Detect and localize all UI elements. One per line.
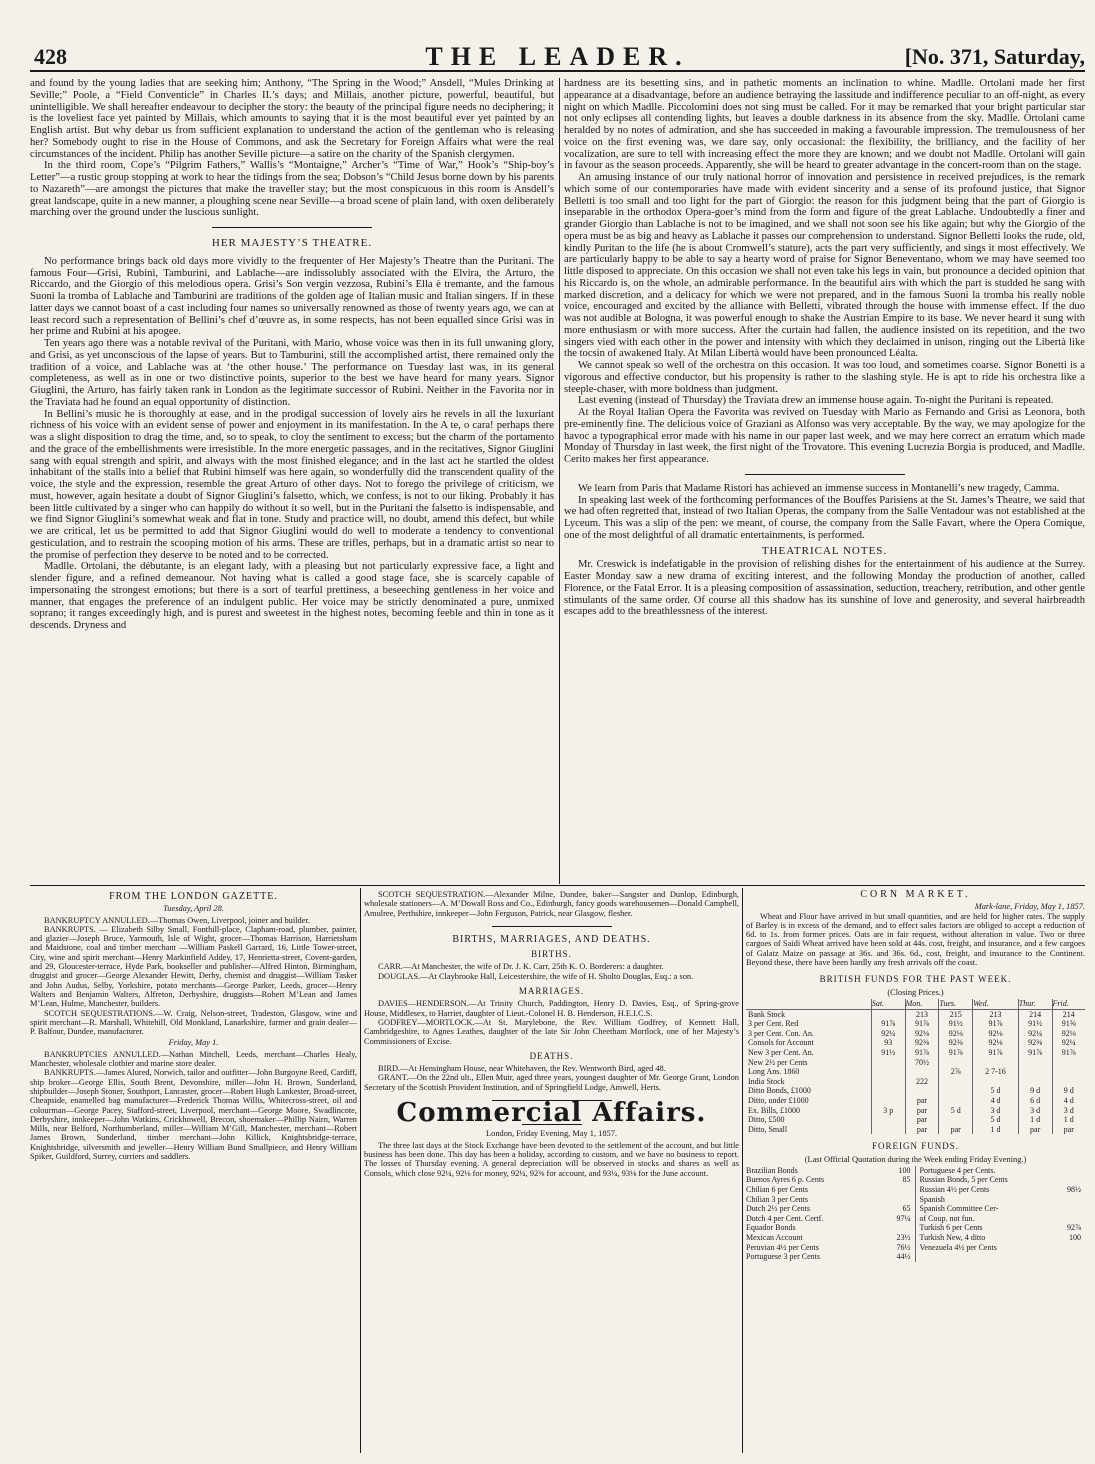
fund-price: 44½ [896, 1252, 911, 1262]
foreign-fund-row [746, 1223, 915, 1233]
table-header-cell: Mon. [905, 999, 939, 1009]
table-cell: 215 [939, 1009, 973, 1019]
table-cell [871, 1077, 905, 1087]
table-cell [1052, 1077, 1085, 1087]
scotch-sequestration: SCOTCH SEQUESTRATION.—Alexander Milne, Dundee, baker—Sangster and Dunlop, Edinburgh, wholesale stationers—A. M’Dowall Ross and Co., Edinburgh, fancy goods warehousemen—Donald Campbell, Amulree, Perthshire, innkeeper—John Ferguson, Patrick, near Glasgow, flesher. [364, 890, 739, 918]
table-cell [871, 1115, 905, 1125]
fund-name: Venezuela 4½ per Cents [919, 1242, 997, 1252]
fund-name: Equador Bonds [746, 1223, 796, 1233]
page-number: 428 [34, 44, 67, 69]
death-notice: GRANT.—On the 22nd ult., Ellen Muir, aged three years, youngest daughter of Mr. George Grant, London Secretary of the Scottish Provident Institution, and of Springfield Lodge, Amwell, Herts. [364, 1073, 739, 1092]
markets-column [746, 890, 1085, 1455]
table-cell: 91⅞ [973, 1019, 1019, 1029]
fund-price: 100 [898, 1165, 911, 1175]
table-cell: 92¼ [1052, 1038, 1085, 1048]
paragraph: We cannot speak so well of the orchestra on this occasion. It was too loud, and sometimes coarse. Signor Bonetti is a vigorous and effective conductor, but his propensity is rather to the slashing style. He is apt to ride his orchestra like a steeple-chaser, with more boldness than judgment. [564, 360, 1085, 395]
table-cell [1052, 1058, 1085, 1068]
fund-price: 98½ [1067, 1185, 1081, 1195]
table-cell: Ditto, under £1000 [748, 1095, 809, 1105]
section-divider [30, 885, 1085, 886]
table-cell [939, 1086, 973, 1096]
table-header-cell: Tues. [939, 999, 973, 1009]
paragraph: hardness are its besetting sins, and in pathetic moments an inclination to whine. Madlle. Ortolani made her first appearance at a disadvantage, before an audience betraying the lassitude and indifference peculiar to an off-night, as every night on which Madlle. Piccolomini does not sing must be called. For it may be remarked that your bright particular star not only eclipses all contending lights, but leaves a double darkness in its absence from the sky. Madlle. Ortolani came heralded by no notes of admiration, and she has succeeded in making a favourable impression. The tremulousness of her voice on the first evening was, we dare say, only occasional: the flexibility, the brilliancy, and the facility of her vocalization, are sure to tell with increasing effect the more they are known; and we doubt not Madlle. Ortolani will gain in favour as the season proceeds. Apparently, she will be heard to greater advantage in the concert-room than on the stage. [564, 78, 1085, 172]
paragraph: Ten years ago there was a notable revival of the Puritani, with Mario, whose voice was then in its full unwaning glory, and Grisi, as yet unconscious of the lapse of years. But to Tamburini, still the accomplished artist, there remained only the tradition of a voice, and Lablache was at ‘the other house.’ The performance on Tuesday last was, in its general completeness, as well as in one or two distinctive points, superior to the best we have heard for many years. Signor Giuglini, the Arturo, has fairly taken rank in London as the legitimate successor of Rubini. Neither in the Favorita nor in the Traviata had he found an equal opportunity of distinction. [30, 338, 554, 408]
table-cell: 91⅞ [871, 1019, 905, 1029]
table-cell: India Stock [748, 1076, 785, 1086]
table-cell: 2⅞ [939, 1067, 973, 1077]
fund-name: Spanish Committee Cer- [919, 1204, 999, 1214]
british-funds-table [746, 999, 1085, 1134]
foreign-fund-row [920, 1233, 1086, 1243]
table-cell: Ex. Bills, £1000 [748, 1105, 801, 1115]
fund-name: Turkish New, 4 ditto [919, 1233, 986, 1243]
table-row [746, 1115, 1085, 1125]
table-cell: par [1052, 1125, 1085, 1135]
marriage-notice: GODFREY—MORTLOCK.—At St. Marylebone, the Rev. William Godfrey, of Kennett Hall, Cambridgeshire, to Agnes Leathes, daughter of the late Sir John Cheetham Mortlock, one of her Majesty’s Commissioners of Excise. [364, 1017, 739, 1046]
table-header-cell: Wed. [973, 999, 1019, 1009]
foreign-fund-row [920, 1175, 1086, 1185]
foreign-funds-subheading: (Last Official Quotation during the Week ending Friday Evening.) [804, 1154, 1027, 1164]
foreign-fund-row [920, 1214, 1086, 1224]
table-cell [871, 1058, 905, 1068]
column-divider [360, 888, 361, 1453]
table-cell: par [1018, 1125, 1052, 1135]
table-cell: 1 d [1018, 1115, 1052, 1125]
gazette-entry: BANKRUPTS. — Elizabeth Silby Small, Fonthill-place, Clapham-road, plumber, painter, and glazier—Joseph Bruce, Yarmouth, Isle of Wight, grocer—Thomas Harrison, Harrietsham and Maidstone, coal and timber merchant —William Paskell Garrard, 16, Little Tower-street, City, wine and spirit merchant—Henry Markinfield Addey, 17, Henrietta-street, Covent-garden, and 29, Gloucester-terrace, Hyde Park, bookseller and publisher—Alfred Hinton, Birmingham, druggist and grocer—George Alexander Hewitt, Derby, chemist and druggist—William Tasker and John Audus, Selby, Yorkshire, potato merchants—George Parker, Leeds, grocer—Henry Walters and Benjamin Walters, Alfreton, Derbyshire, druggists—Robert M’Lean and James M’Lean, Hulme, Manchester, builders. [30, 924, 357, 1009]
table-cell: 5 d [973, 1115, 1019, 1125]
fund-name: Spanish [919, 1194, 945, 1204]
fund-price: 97¼ [896, 1213, 911, 1223]
foreign-fund-row [746, 1185, 915, 1195]
bmd-heading: BIRTHS, MARRIAGES, AND DEATHS. [452, 933, 651, 945]
table-row [746, 1038, 1085, 1048]
table-cell: 91⅞ [905, 1048, 939, 1058]
table-cell: 91⅞ [1018, 1048, 1052, 1058]
table-row [746, 1048, 1085, 1058]
british-funds-subheading: (Closing Prices.) [887, 987, 944, 997]
paragraph: No performance brings back old days more vividly to the frequenter of Her Majesty’s Theatre than the Puritani. The famous Four—Grisi, Rubini, Tamburini, and Lablache—are indissolubly associated with the Elvira, the Arturo, the Riccardo, and the Giorgio of this melodious opera. Grisi’s Son vergin vezzosa, Rubini’s Ella è tremante, and the famous Suoni la tromba of Lablache and Tamburini are traditions of the golden age of Italian music and Italian singers. If in these latter days we cannot boast of a cast including four names so universally renowned as those of twenty years ago, we can at least record such a representation of Bellini’s chef d’œuvre as, in some respects, has not been equalled since Grisi was in her prime and Rubini at his apogee. [30, 255, 554, 338]
fund-name: Buenos Ayres 6 p. Cents [746, 1175, 825, 1185]
table-cell: par [905, 1125, 939, 1135]
paragraph: In speaking last week of the forthcoming performances of the Bouffes Parisiens at the St. James’s Theatre, we said that we had often regretted that, instead of two Italian Operas, the company from the Salle Ventadour was not established at the Lyceum. This was a slip of the pen: we meant, of course, the company from the Salle Favart, where the Opera Comique, one of the most delightful of all dramatic entertainments, is performed. [564, 494, 1085, 541]
foreign-fund-row [746, 1195, 915, 1205]
foreign-fund-row [746, 1204, 915, 1214]
table-cell: 92⅛ [1052, 1029, 1085, 1039]
table-header-cell: Frid. [1052, 999, 1085, 1009]
commercial-report: The three last days at the Stock Exchange have been devoted to the settlement of the account, and but little business has been done. This day has been a holiday, according to custom, and we have no business to report. The losses of Thursday evening. A general depreciation will be observed in stocks and shares as well as Consols, which close 92¼, 92⅛ for money, 92¼, 92⅜ for account, and 93¼, 93⅛ for the June account. [364, 1140, 739, 1178]
table-cell: 92⅜ [939, 1038, 973, 1048]
paragraph: At the Royal Italian Opera the Favorita was revived on Tuesday with Mario as Fernando and Grisi as Leonora, both pre-eminently fine. The delicious voice of Graziani as Alfonso was very acceptable. By the way, we may apologize for the havoc a typographical error made with his name in our paper last week, and we may here correct an erratum which made Monday of Thursday in last week, the first night of the Trovatore. This evening Lucrezia Borgia is produced, and Madlle. Cerito makes her first appearance. [564, 407, 1085, 465]
birth-notice: DOUGLAS.—At Claybrooke Hall, Leicestershire, the wife of H. Sholto Douglas, Esq.: a son. [378, 971, 694, 981]
table-row [746, 1009, 1085, 1019]
table-header-cell: Thur. [1018, 999, 1052, 1009]
table-cell: 92⅛ [939, 1029, 973, 1039]
foreign-fund-row [920, 1166, 1086, 1176]
gazette-date: Tuesday, April 28. [163, 904, 224, 914]
table-row [746, 1125, 1085, 1135]
table-cell: 213 [905, 1009, 939, 1019]
foreign-fund-row [746, 1252, 915, 1262]
table-cell: 1 d [1052, 1115, 1085, 1125]
fund-name: Dutch 4 per Cent. Certf. [746, 1213, 824, 1223]
table-cell: 2 7-16 [973, 1067, 1019, 1077]
table-cell: 92⅛ [905, 1029, 939, 1039]
foreign-fund-row [746, 1175, 915, 1185]
paragraph: Madlle. Ortolani, the débutante, is an elegant lady, with a pleasing but not particularly expressive face, a light and slender figure, and a refined demeanour. Not having what is called a good stage face, she is scarcely capable of impersonating the strongest emotions; but there is a sort of tearful prettiness, a beseeching gentleness in her voice and manner, that engages the preference of an indulgent public. Her voice may be strictly denominated a pure, unmixed soprano; it ranges exceedingly high, and is purest and sweetest in the highest notes, becoming feeble and thin in tone as it descends. Dryness and [30, 561, 554, 631]
table-cell: 3 per Cent. Red [748, 1019, 799, 1029]
table-cell: Ditto Bonds, £1000 [748, 1086, 811, 1096]
fund-price: 23½ [896, 1233, 911, 1243]
table-cell: par [939, 1125, 973, 1135]
table-cell: Long Ans. 1860 [748, 1067, 800, 1077]
table-cell: par [905, 1106, 939, 1116]
table-cell: 92⅛ [973, 1029, 1019, 1039]
table-cell [1018, 1077, 1052, 1087]
table-cell: Ditto, Small [748, 1124, 788, 1134]
fund-price: 92⅞ [1067, 1223, 1081, 1233]
table-header-cell: Sat. [871, 999, 905, 1009]
british-funds-heading: BRITISH FUNDS FOR THE PAST WEEK. [819, 974, 1012, 985]
marriages-heading: MARRIAGES. [518, 986, 585, 997]
foreign-fund-row [746, 1243, 915, 1253]
table-cell: 91⅞ [973, 1048, 1019, 1058]
table-cell: par [905, 1115, 939, 1125]
foreign-funds-heading: FOREIGN FUNDS. [871, 1141, 959, 1152]
fund-name: Chilian 3 per Cents [746, 1194, 808, 1204]
fund-name: Russian 4½ per Cents [919, 1185, 990, 1195]
table-cell: 91⅞ [905, 1019, 939, 1029]
fund-name: Peruvian 4½ per Cents [746, 1242, 819, 1252]
fund-name: Russian Bonds, 5 per Cents [919, 1175, 1008, 1185]
table-cell: 92⅛ [973, 1038, 1019, 1048]
table-cell: 92¼ [1018, 1029, 1052, 1039]
table-cell [871, 1096, 905, 1106]
table-cell [1018, 1058, 1052, 1068]
table-cell [1018, 1067, 1052, 1077]
table-cell [939, 1115, 973, 1125]
table-cell: 91⅞ [1052, 1048, 1085, 1058]
fund-price: 65 [902, 1204, 911, 1214]
table-cell: 91½ [1018, 1019, 1052, 1029]
table-cell: 92⅜ [905, 1038, 939, 1048]
paragraph: We learn from Paris that Madame Ristori has achieved an immense success in Montanelli’s new tragedy, Camma. [578, 482, 1060, 494]
table-cell: 213 [973, 1009, 1019, 1019]
column-top-right [564, 78, 1085, 883]
paragraph: Last evening (instead of Thursday) the Traviata drew an immense house again. To-night the Puritani is repeated. [578, 395, 1054, 407]
gazette-heading: FROM THE LONDON GAZETTE. [109, 892, 278, 902]
section-rule [212, 227, 372, 228]
fund-name: of Coup. not fun. [919, 1213, 975, 1223]
paragraph: In the third room, Cope’s “Pilgrim Fathers,” Wallis’s “Montaigne,” Archer’s “Time of War,” Hook’s “Ship-boy’s Letter”—a rustic group stopping at work to hear the tidings from the sea; Dobson’s “Child Jesus borne down by his parents to Nazareth”—are amongst the pictures that make the traveller stay; but the most conspicuous in this room is Ansdell’s great landscape, quite in a new manner, a ploughing scene near Seville—a broad scene of plain land, with oxen deliberately marching over the ground under the luscious sunlight. [30, 160, 554, 219]
table-cell: 222 [905, 1077, 939, 1087]
commercial-dateline: London, Friday Evening, May 1, 1857. [486, 1129, 617, 1139]
table-cell: 92¼ [871, 1029, 905, 1039]
newspaper-title: THE LEADER. [425, 42, 690, 71]
foreign-fund-row [920, 1223, 1086, 1233]
corn-report: Wheat and Flour have arrived in but small quantities, and are held for higher rates. The supply of Barley is in excess of the demand, and to effect sales factors are obliged to accept a reduction of 6d. to 1s. from former prices. Oats are in fair request, without alteration in value. Two or three cargoes of Saidi Wheat arrived have been sold at 44s. cost, freight, and insurance, and a few cargoes of Galatz Maize on passage at 36s. and 36s. 6d., cost, freight, and insurance to the Continent. Beyond these, there have been hardly any fresh arrivals off the coast. [746, 911, 1085, 968]
section-heading: HER MAJESTY’S THEATRE. [211, 237, 373, 249]
table-header-cell [746, 999, 871, 1009]
table-cell: par [905, 1096, 939, 1106]
foreign-fund-row [746, 1233, 915, 1243]
section-rule [492, 926, 612, 927]
paragraph: Mr. Creswick is indefatigable in the provision of relishing dishes for the entertainment of his audience at the Surrey. Easter Monday saw a new drama of exciting interest, and the following Monday the production of another, called Florence, or the Fatal Error. It is a pleasing composition of assassination, seduction, treachery, retribution, and other gentle stimulants of the same order. Of course all this shadow has its sunshine of love and generosity, and several hairbreadth escapes add to the breathlessness of the interest. [564, 559, 1085, 618]
gazette-date: Friday, May 1. [168, 1038, 219, 1048]
death-notice: BIRD.—At Hensingham House, near Whitehaven, the Rev. Wentworth Bird, aged 48. [378, 1064, 666, 1074]
commercial-affairs-heading: Commercial Affairs. [396, 1098, 707, 1129]
corn-dateline: Mark-lane, Friday, May 1, 1857. [974, 902, 1085, 912]
table-cell: Bank Stock [748, 1009, 786, 1019]
table-cell: Consols for Account [748, 1038, 814, 1048]
fund-price: 76½ [896, 1242, 911, 1252]
table-cell: 6 d [1018, 1096, 1052, 1106]
gazette-entry: BANKRUPTCY ANNULLED.—Thomas Owen, Liverpool, joiner and builder. [44, 915, 310, 925]
fund-name: Dutch 2½ per Cents [746, 1204, 810, 1214]
table-row [746, 1029, 1085, 1039]
section-heading: THEATRICAL NOTES. [761, 544, 888, 557]
table-row [746, 1058, 1085, 1068]
paragraph: An amusing instance of our truly national horror of innovation and persistence in received prejudices, is the remark which some of our contemporaries have made with evident sincerity and a sense of its profound justice, that Signor Belletti is too small and too light for the part of Giorgio: the reason for this judgment being that the part of Giorgio is inseparable in the orthodox Opera-goer’s mind from the form and figure of the great Lablache. Undoubtedly a finer and grander Giorgio than Lablache is not to be imagined, and we shall not soon see his like again; but why the Giorgio of the opera must be as big and heavy as Lablache it passes our comprehension to understand. Signor Belletti looks the rude, old, kindly Puritan to the life (he is about Cromwell’s stature), acts the part very sufficiently, and sings it most effectively. We are particularly happy to be able to say a hearty word of praise for Signor Beneventano, whom we may have seemed too little disposed to appreciate. On this occasion we shall not even take his legs in vain, but pronounce a decided opinion that his Riccardo is, on the whole, an admirable performance. In the beautiful airs with which the part is studded he sang with marked discretion, and a delicacy for which we were not prepared, and in the famous Suoni la tromba his really noble voice, encouraged and excited by the alliance with Belletti, vibrated through the house with immense effect. If the duo was not audible at Bologna, it was powerful enough to shake the Austrian Empire to its base. We never heard it sung with more enthusiasm or with more success. After the curtain had fallen, the audience insisted on its repetition, and the two singers vied with each other in the power and intensity with which they declaimed in unison, ringing out the Libertà like the tocsin of awakened Italy. At Milan Libertà would have been pronounced Léalta. [564, 172, 1085, 360]
foreign-fund-row [920, 1243, 1086, 1253]
table-cell: 91½ [871, 1048, 905, 1058]
birth-notice: CARR.—At Manchester, the wife of Dr. J. K. Carr, 25th K. O. Borderers: a daughter. [378, 962, 664, 972]
table-cell [1052, 1067, 1085, 1077]
fund-name: Chilian 6 per Cents [746, 1185, 808, 1195]
table-row [746, 1106, 1085, 1116]
fund-name: Brazilian Bonds [746, 1165, 798, 1175]
middle-column [364, 890, 739, 1455]
table-cell: 4 d [973, 1096, 1019, 1106]
table-row [746, 1077, 1085, 1087]
table-cell: 3 d [1018, 1106, 1052, 1116]
column-top-left [30, 78, 554, 883]
column-divider [559, 78, 560, 884]
table-cell [871, 1125, 905, 1135]
column-divider [742, 888, 743, 1453]
issue-label: [No. 371, Saturday, [904, 44, 1085, 69]
foreign-fund-row [746, 1214, 915, 1224]
table-cell [939, 1077, 973, 1087]
table-cell: 91½ [939, 1019, 973, 1029]
table-row [746, 1067, 1085, 1077]
table-cell: 214 [1018, 1009, 1052, 1019]
table-cell [939, 1058, 973, 1068]
section-rule [745, 474, 905, 475]
table-cell: New 2½ per Cents [748, 1057, 808, 1067]
table-cell: Ditto, £500 [748, 1115, 785, 1125]
table-cell: 70½ [905, 1058, 939, 1068]
foreign-fund-row [920, 1204, 1086, 1214]
table-cell: 4 d [1052, 1096, 1085, 1106]
table-cell: 1 d [973, 1125, 1019, 1135]
masthead [30, 42, 1085, 72]
table-cell [871, 1009, 905, 1019]
table-row [746, 1086, 1085, 1096]
table-cell: 9 d [1018, 1086, 1052, 1096]
table-cell [905, 1086, 939, 1096]
table-cell [905, 1067, 939, 1077]
fund-name: Portuguese 3 per Cents [746, 1252, 820, 1262]
table-cell [871, 1067, 905, 1077]
table-cell: 92⅜ [1018, 1038, 1052, 1048]
foreign-funds-list [746, 1166, 1085, 1262]
fund-name: Turkish 6 per Cents [919, 1223, 983, 1233]
foreign-fund-row [920, 1185, 1086, 1195]
marriage-notice: DAVIES—HENDERSON.—At Trinity Church, Paddington, Henry D. Davies, Esq., of Spring-grove House, Middlesex, to Harriet, daughter of Lieut.-Colonel H. B. Henderson, H.E.I.C.S. [364, 999, 739, 1018]
paragraph: and found by the young ladies that are seeking him; Anthony, “The Spring in the Wood;” Ansdell, “Mules Drinking at Seville;” Poole, a “Field Conventicle” in Charles II.’s days; and Millais, another picture, powerful, beautiful, but unintelligible. We shall hereafter endeavour to decipher the story: the beauty of the principal figure needs no deciphering; it is the loveliest face yet painted by Millais, which amounts to saying that it is the most beautiful ever yet painted by an English artist. But why debar us from sufficient explanation to understand the action of the gentleman who is releasing her? Somebody ought to rise in the House of Commons, and ask the Secretary for Foreign Affairs what were the real circumstances of the incident. Philip has another Seville picture—a satire on the charity of the Spanish clergymen. [30, 78, 554, 160]
foreign-fund-row [920, 1195, 1086, 1205]
table-row [746, 1096, 1085, 1106]
foreign-fund-row [746, 1166, 915, 1176]
table-cell: 9 d [1052, 1086, 1085, 1096]
fund-name: Mexican Account [746, 1233, 803, 1243]
paragraph: In Bellini’s music he is thoroughly at ease, and in the prodigal succession of lovely airs he revels in all the luxuriant richness of his voice with an evident sense of power and enjoyment in its manifestation. In the A te, o cara! perhaps there was a slight disposition to drag the time, and, so to speak, to cloy the sentiment to excess; but the charm of the portamento and the grace of the embellishments were irresistible. In the more energetic passages, and in the recitatives, Signor Giuglini sang with equal strength and spirit, and always with the most finished elegance; and in the last act he startled the oldest inhabitant of the stalls into a belief that Rubini himself was here again, so wonderfully did the transcendent quality of the voice, the style and the expression, resemble the great Arturo of other days. Not to forego the privilege of criticism, we must, however, again hesitate a doubt of Signor Giuglini’s falsetto, which, we confess, is not to our liking. Probably it has been little cultivated by a singer who can happily do without it so well, but in the Puritani the falsetto is indispensable, and we find Signor Giuglini’s somewhat weak and flat in tone. Study and practice will, no doubt, amend this defect, but while we are critical, let us be permitted to add that Signor Giuglini would do well to moderate a tendency to conventional gesticulation, and to restrain the scooping motion of his arms. These are trifles, perhaps, but in a dramatic artist so near to the promise of perfection they deserve to be noted and to be corrected. [30, 408, 554, 561]
table-cell [939, 1096, 973, 1106]
corn-market-heading: CORN MARKET. [860, 890, 971, 900]
table-row [746, 1019, 1085, 1029]
table-cell: 214 [1052, 1009, 1085, 1019]
table-cell: 91⅝ [1052, 1019, 1085, 1029]
deaths-heading: DEATHS. [529, 1050, 574, 1061]
table-cell: 91⅞ [939, 1048, 973, 1058]
table-cell: 3 p [871, 1106, 905, 1116]
table-cell [871, 1086, 905, 1096]
table-cell: 3 d [1052, 1106, 1085, 1116]
table-cell: 93 [871, 1038, 905, 1048]
table-cell [973, 1077, 1019, 1087]
births-heading: BIRTHS. [531, 949, 572, 960]
gazette-entry: BANKRUPTCIES ANNULLED.—Nathan Mitchell, Leeds, merchant—Charles Healy, Manchester, wholesale clothier and marine store dealer. [30, 1049, 357, 1069]
table-cell: 3 per Cent. Con. An. [748, 1028, 814, 1038]
fund-price: 85 [902, 1175, 911, 1185]
gazette-entry: SCOTCH SEQUESTRATIONS.—W. Craig, Nelson-street, Tradeston, Glasgow, wine and spirit merchant—R. Marshall, Whitehill, Old Monkland, Lanarkshire, farmer and grain dealer—P. Balfour, Dundee, manufacturer. [30, 1008, 357, 1037]
table-cell: 3 d [973, 1106, 1019, 1116]
gazette-column [30, 892, 357, 1452]
table-cell: New 3 per Cent. An. [748, 1047, 814, 1057]
gazette-entry: BANKRUPTS.—James Alured, Norwich, tailor and outfitter—John Burgoyne Reed, Cardiff, ship broker—George Ellis, South Brent, Devonshire, miller—John H. Brown, Sunderland, shipbuilder—Joseph Stoner, Southport, Lancaster, grocer—Robert Hugh Lankester, Broad-street, Cheapside, enamelled bag manufacturer—Frederick Thomas Willis, Whitecross-street, oil and colourman—George Pacey, Stafford-street, Liverpool, merchant—George Moore, Swadlincote, Derbyshire, innkeeper—John Watkins, Crickhowell, Brecon, shoemaker—Phillip Nairn, Warren Mills, near Belford, Northumberland, miller—William M’Gill, Manchester, merchant—Robert James Brown, Sunderland, timber merchant—John Killick, Knightsbridge-terrace, Knightsbridge, silversmith and jeweller—Henry William Bund Smallpiece, and Henry William Spiker, Guildford, Surrey, curriers and saddlers. [30, 1068, 357, 1162]
table-cell: 5 d [939, 1106, 973, 1116]
fund-name: Portuguese 4 per Cents. [919, 1165, 996, 1175]
table-cell [973, 1058, 1019, 1068]
table-cell: 5 d [973, 1086, 1019, 1096]
fund-price: 100 [1069, 1233, 1081, 1243]
